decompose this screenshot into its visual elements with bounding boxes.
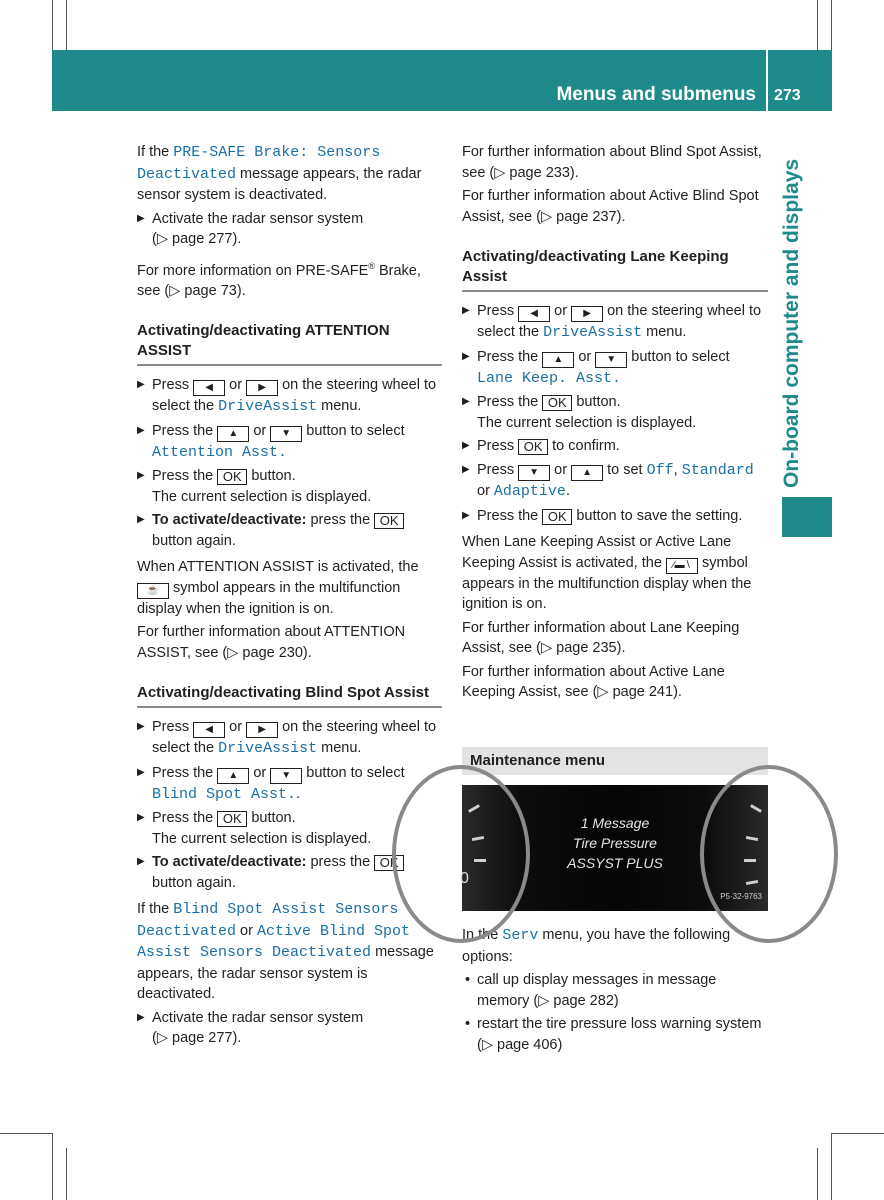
maintenance-menu-heading: Maintenance menu — [462, 747, 768, 776]
step: ▶ Press ◀ or ▶ on the steering wheel to select the DriveAssist menu. — [462, 301, 768, 344]
left-arrow-key-icon: ◀ — [193, 722, 225, 738]
step: ▶ Press OK to confirm. — [462, 436, 768, 457]
menu-name: DriveAssist — [218, 740, 318, 758]
up-key-icon: ▲ — [217, 426, 249, 442]
crop-mark — [831, 1133, 832, 1200]
crop-mark — [52, 0, 53, 50]
menu-name: DriveAssist — [543, 324, 643, 341]
left-column — [137, 142, 442, 1052]
coffee-cup-icon: ☕ — [137, 583, 169, 599]
step: ▶ To activate/deactivate: press the OK button again. — [137, 510, 442, 551]
down-key-icon: ▼ — [270, 768, 302, 784]
paragraph: For further information about Active Blind Spot Assist, see (▷ page 237). — [462, 188, 759, 225]
ok-key-icon: OK — [374, 513, 404, 529]
menu-item: Blind Spot Asst. — [152, 785, 297, 803]
step: ▶ Activate the radar sensor system (▷ page 277). — [137, 209, 442, 250]
step: ▶ Press ◀ or ▶ on the steering wheel to select the DriveAssist menu. — [137, 717, 442, 760]
right-arrow-key-icon: ▶ — [246, 722, 278, 738]
step: ▶ Press the OK button to save the setting. — [462, 506, 768, 527]
ok-key-icon: OK — [217, 469, 247, 485]
crop-mark — [817, 0, 818, 50]
display-text — [462, 813, 768, 873]
up-key-icon: ▲ — [571, 465, 603, 481]
page-number: 273 — [774, 87, 801, 104]
display-line: 1 Message — [580, 815, 650, 831]
crop-mark — [832, 1133, 884, 1134]
paragraph: When ATTENTION ASSIST is activated, the ☕ symbol appears in the multifunction display when the ignition is on. — [137, 559, 419, 617]
option-standard: Standard — [681, 461, 754, 479]
page-ref: (▷ page 277). — [152, 231, 242, 247]
left-arrow-key-icon: ◀ — [193, 380, 225, 396]
paragraph: For further information about ATTENTION ASSIST, see (▷ page 230). — [137, 624, 406, 661]
ok-key-icon: OK — [217, 811, 247, 827]
crop-mark — [66, 0, 67, 50]
menu-name: Serv — [502, 927, 539, 944]
step: ▶ Press the ▲ or ▼ button to select Lane Keep. Asst. — [462, 347, 768, 390]
step: ▶ Press the OK button. The current selection is displayed. — [137, 808, 442, 849]
step: ▶ To activate/deactivate: press the OK button again. — [137, 852, 442, 893]
left-arrow-key-icon: ◀ — [518, 306, 550, 322]
paragraph: If the PRE-SAFE Brake: Sensors Deactivated message appears, the radar sensor system is deactivated. — [137, 144, 422, 203]
right-arrow-key-icon: ▶ — [246, 380, 278, 396]
crop-mark — [66, 1148, 67, 1200]
display-line: Tire Pressure — [573, 835, 657, 851]
display-message: Active Blind Spot Assist Sensors Deactivated — [137, 922, 411, 962]
page-ref: (▷ page 277). — [152, 1030, 242, 1047]
header-bar — [52, 50, 832, 111]
ok-key-icon: OK — [542, 395, 572, 411]
lane-keeping-icon: ∕▬∖ — [666, 558, 698, 574]
crop-mark — [817, 1148, 818, 1200]
image-code: P5·32-9763 — [720, 891, 762, 901]
menu-item: Attention Asst. — [152, 443, 288, 461]
paragraph: For further information about Lane Keeping Assist, see (▷ page 235). — [462, 619, 740, 656]
crop-mark — [831, 0, 832, 50]
gauge-zero-label: 0 — [460, 870, 469, 887]
list-item: • call up display messages in message memory (▷ page 282) — [462, 970, 768, 1011]
up-key-icon: ▲ — [542, 352, 574, 368]
option-adaptive: Adaptive — [493, 483, 566, 500]
step: ▶ Press the ▲ or ▼ button to select Attention Asst. — [137, 421, 442, 464]
down-key-icon: ▼ — [518, 465, 550, 481]
paragraph: When Lane Keeping Assist or Active Lane Keeping Assist is activated, the ∕▬∖ symbol appears in the multifunction display when the ignition is on. — [462, 534, 752, 612]
up-key-icon: ▲ — [217, 768, 249, 784]
crop-mark — [52, 1133, 53, 1200]
right-column — [462, 142, 768, 1058]
display-message: Blind Spot Assist Sensors Deactivated — [137, 901, 399, 940]
heading-blind-spot-assist: Activating/deactivating Blind Spot Assist — [137, 683, 442, 708]
paragraph: For further information about Blind Spot Assist, see (▷ page 233). — [462, 144, 762, 181]
step: ▶ Press ◀ or ▶ on the steering wheel to select the DriveAssist menu. — [137, 375, 442, 418]
menu-item: Lane Keep. Asst. — [477, 369, 622, 387]
display-message: PRE-SAFE Brake: Sensors Deactivated — [137, 144, 381, 183]
step: ▶ Press ▼ or ▲ to set Off, Standard or Adaptive. — [462, 460, 768, 503]
ok-key-icon: OK — [542, 509, 572, 525]
ok-key-icon: OK — [374, 855, 404, 871]
section-tab — [782, 497, 832, 537]
heading-lane-keeping-assist: Activating/deactivating Lane Keeping Assist — [462, 247, 768, 292]
paragraph: If the Blind Spot Assist Sensors Deactivated or Active Blind Spot Assist Sensors Deactivated message appears, the radar sensor system is deactivated. — [137, 901, 434, 1003]
menu-name: DriveAssist — [218, 398, 318, 416]
page-title: Menus and submenus — [556, 84, 756, 105]
step: ▶ Press the OK button. The current selection is displayed. — [462, 392, 768, 433]
ok-key-icon: OK — [518, 439, 548, 455]
header-divider — [766, 50, 768, 111]
heading-attention-assist: Activating/deactivating ATTENTION ASSIST — [137, 321, 442, 366]
down-key-icon: ▼ — [595, 352, 627, 368]
display-line: ASSYST PLUS — [567, 855, 663, 871]
paragraph: For further information about Active Lane Keeping Assist, see (▷ page 241). — [462, 663, 725, 700]
right-arrow-key-icon: ▶ — [571, 306, 603, 322]
option-off: Off — [646, 461, 674, 479]
instrument-cluster-display — [462, 785, 768, 911]
down-key-icon: ▼ — [270, 426, 302, 442]
paragraph: For more information on PRE-SAFE® Brake, see (▷ page 73). — [137, 260, 421, 299]
step: ▶ Activate the radar sensor system (▷ page 277). — [137, 1008, 442, 1049]
paragraph: In the Serv menu, you have the following options: — [462, 927, 731, 965]
step: ▶ Press the OK button. The current selection is displayed. — [137, 466, 442, 507]
crop-mark — [0, 1133, 52, 1134]
section-label: On-board computer and displays — [780, 158, 803, 488]
step: ▶ Press the ▲ or ▼ button to select Blind Spot Asst.. — [137, 763, 442, 806]
list-item: • restart the tire pressure loss warning system (▷ page 406) — [462, 1014, 768, 1055]
